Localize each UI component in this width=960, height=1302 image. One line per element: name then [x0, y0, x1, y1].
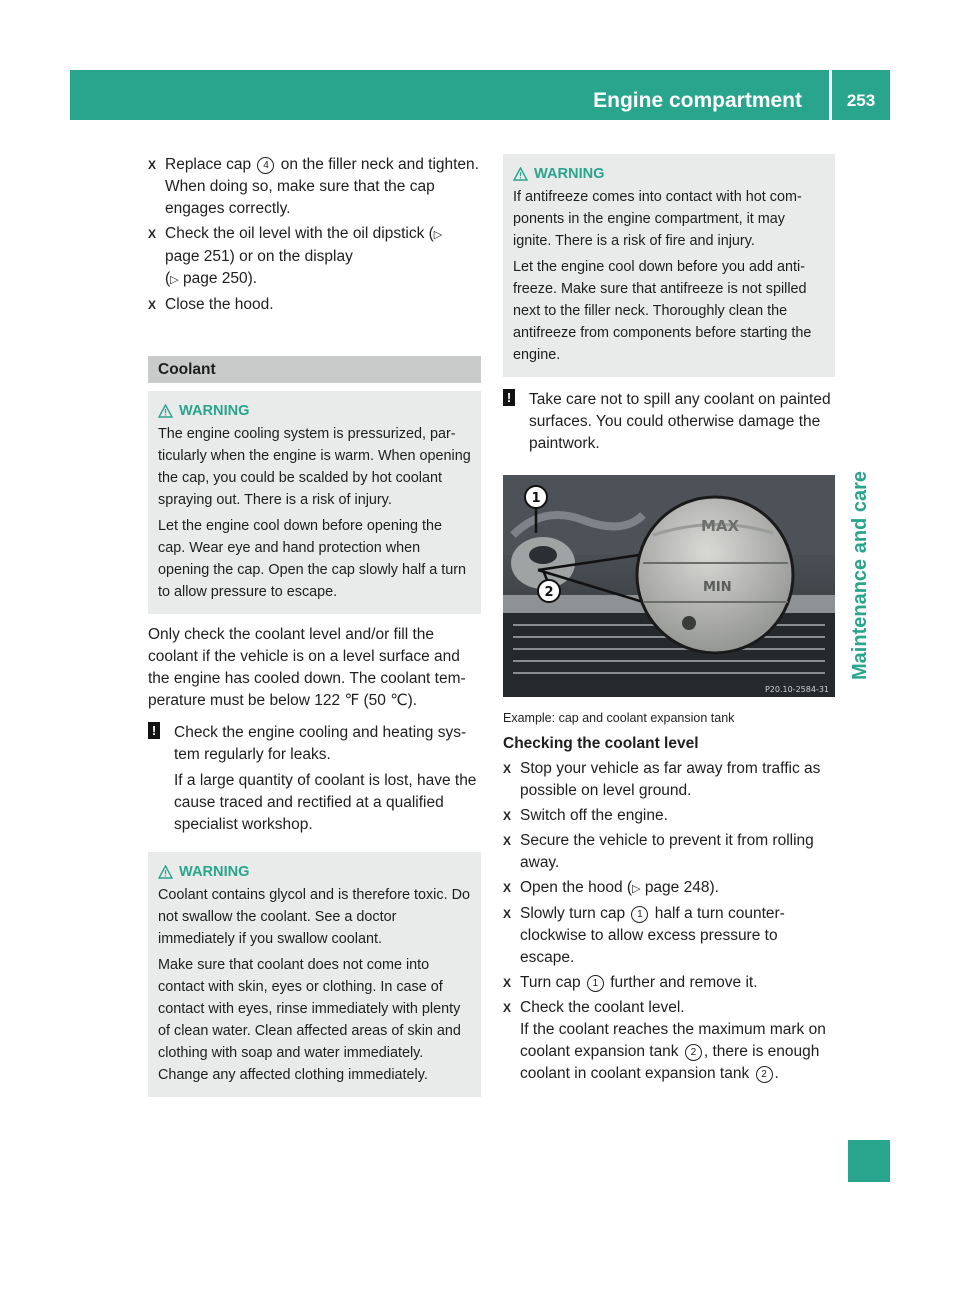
side-tab-marker: [848, 1140, 890, 1182]
engine-bay-illustration: [503, 475, 835, 697]
step-engine-off: X Switch off the engine.: [503, 805, 835, 827]
step-marker-icon: X: [148, 158, 157, 172]
step-close-hood: X Close the hood.: [148, 294, 481, 316]
side-tab: [835, 445, 885, 705]
step-marker-icon: X: [503, 762, 512, 776]
subheading-check-coolant: Checking the coolant level: [503, 735, 699, 752]
max-mark-label: MAX: [701, 517, 740, 535]
warning-text: Let the engine cool down before opening the cap. Wear eye and hand protection when opening the cap. Open the cap slowly half a turn to allow pressure to escape.: [158, 518, 467, 600]
step-stop-vehicle: X Stop your vehicle as far away from traffic as possible on level ground.: [503, 760, 821, 799]
callout-4-icon: 4: [257, 157, 274, 174]
side-tab-label: Maintenance and care: [848, 470, 871, 680]
caution-notice: ! Check the engine cooling and heating system regularly for leaks. If a large quantity of coolant is lost, have the cause traced and rectified at a qualified specialist workshop.: [148, 722, 481, 836]
section-heading-coolant: Coolant: [148, 356, 481, 383]
caution-icon: !: [503, 389, 515, 406]
step-open-hood: X Open the hood (▷ page 248).: [503, 877, 835, 900]
callout-1-icon: 1: [587, 975, 604, 992]
step-note: When doing so, make sure that the cap engages correctly.: [165, 178, 435, 217]
step-marker-icon: X: [503, 907, 512, 921]
warning-text: Let the engine cool down before you add antifreeze. Make sure that antifreeze is not spilled next to the filler neck. Thoroughly clean the antifreeze from components before starting the engine.: [513, 259, 812, 363]
step-marker-icon: X: [503, 881, 512, 895]
warning-triangle-icon: [158, 404, 173, 418]
warning-text: The engine cooling system is pressurized, particularly when the engine is warm. When opening the cap, you could be scalded by hot coolant spraying out. There is a risk of injury.: [158, 426, 471, 508]
warning-triangle-icon: [158, 865, 173, 879]
step-marker-icon: X: [503, 834, 512, 848]
warning-text: If antifreeze comes into contact with hot components in the engine compartment, it may ignite. There is a risk of fire and injury.: [513, 189, 802, 249]
warning-box-toxic: [148, 852, 481, 1097]
step-marker-icon: X: [503, 809, 512, 823]
page-header: [70, 70, 890, 120]
left-column: [148, 154, 481, 1097]
callout-1-icon: 1: [631, 906, 648, 923]
step-marker-icon: X: [503, 976, 512, 990]
warning-text: Coolant contains glycol and is therefore toxic. Do not swallow the coolant. See a doctor immediately if you swallow coolant.: [158, 887, 470, 947]
page-ref-icon: ▷: [632, 883, 641, 895]
body-paragraph: Only check the coolant level and/or fill the coolant if the vehicle is on a level surface and the engine has cooled down. The coolant temperature must be below 122 ℉ (50 ℃).: [148, 626, 466, 709]
warning-box-antifreeze: [503, 154, 835, 377]
warning-triangle-icon: [513, 167, 528, 181]
right-column: [503, 154, 835, 1085]
step-secure-vehicle: X Secure the vehicle to prevent it from rolling away.: [503, 832, 814, 871]
image-code: P20.10-2584-31: [764, 685, 829, 694]
page-number: 253: [846, 91, 876, 110]
photo-caption: Example: cap and coolant expansion tank: [503, 711, 735, 725]
callout-2-icon: 2: [685, 1044, 702, 1061]
callout-1-label: 1: [531, 491, 541, 506]
chapter-title: Engine compartment: [593, 89, 802, 112]
step-check-oil: X Check the oil level with the oil dipstick (▷ page 251) or on the display (▷ page 250).: [148, 225, 443, 287]
caution-notice: ! Take care not to spill any coolant on painted surfaces. You could otherwise damage the paintwork.: [503, 389, 835, 455]
page-ref-link[interactable]: page 250).: [182, 270, 258, 287]
step-replace-cap: X Replace cap 4 on the filler neck and tighten. When doing so, make sure that the cap engages correctly.: [148, 156, 479, 217]
page-ref-link[interactable]: page 248).: [644, 879, 719, 896]
warning-label: WARNING: [179, 864, 250, 880]
step-turn-cap-half: X Slowly turn cap 1 half a turn counterclockwise to allow excess pressure to escape.: [503, 905, 785, 966]
step-marker-icon: X: [148, 298, 157, 312]
step-marker-icon: X: [148, 227, 157, 241]
callout-2-icon: 2: [756, 1066, 773, 1083]
coolant-tank-photo: [503, 475, 835, 697]
step-check-level: X Check the coolant level. If the coolant reaches the maximum mark on coolant expansion tank 2 , there is enough coolant in coolant expansion tank 2 .: [503, 999, 826, 1082]
warning-text: Make sure that coolant does not come into contact with skin, eyes or clothing. In case of contact with eyes, rinse immediately with plenty of clean water. Clean affected areas of skin and clothing with soap and water immediately. Change any affected clothing immediately.: [158, 957, 461, 1083]
warning-box-pressure: [148, 391, 481, 614]
min-mark-label: MIN: [703, 580, 732, 595]
step-remove-cap: X Turn cap 1 further and remove it.: [503, 972, 835, 994]
page-ref-link[interactable]: page 251) or on the display: [165, 248, 353, 265]
caution-icon: !: [148, 722, 160, 739]
callout-2-label: 2: [544, 585, 554, 600]
warning-label: WARNING: [179, 403, 250, 419]
warning-label: WARNING: [534, 166, 605, 182]
page-ref-icon: ▷: [433, 229, 443, 241]
step-marker-icon: X: [503, 1001, 512, 1015]
page-ref-icon: ▷: [170, 274, 179, 286]
